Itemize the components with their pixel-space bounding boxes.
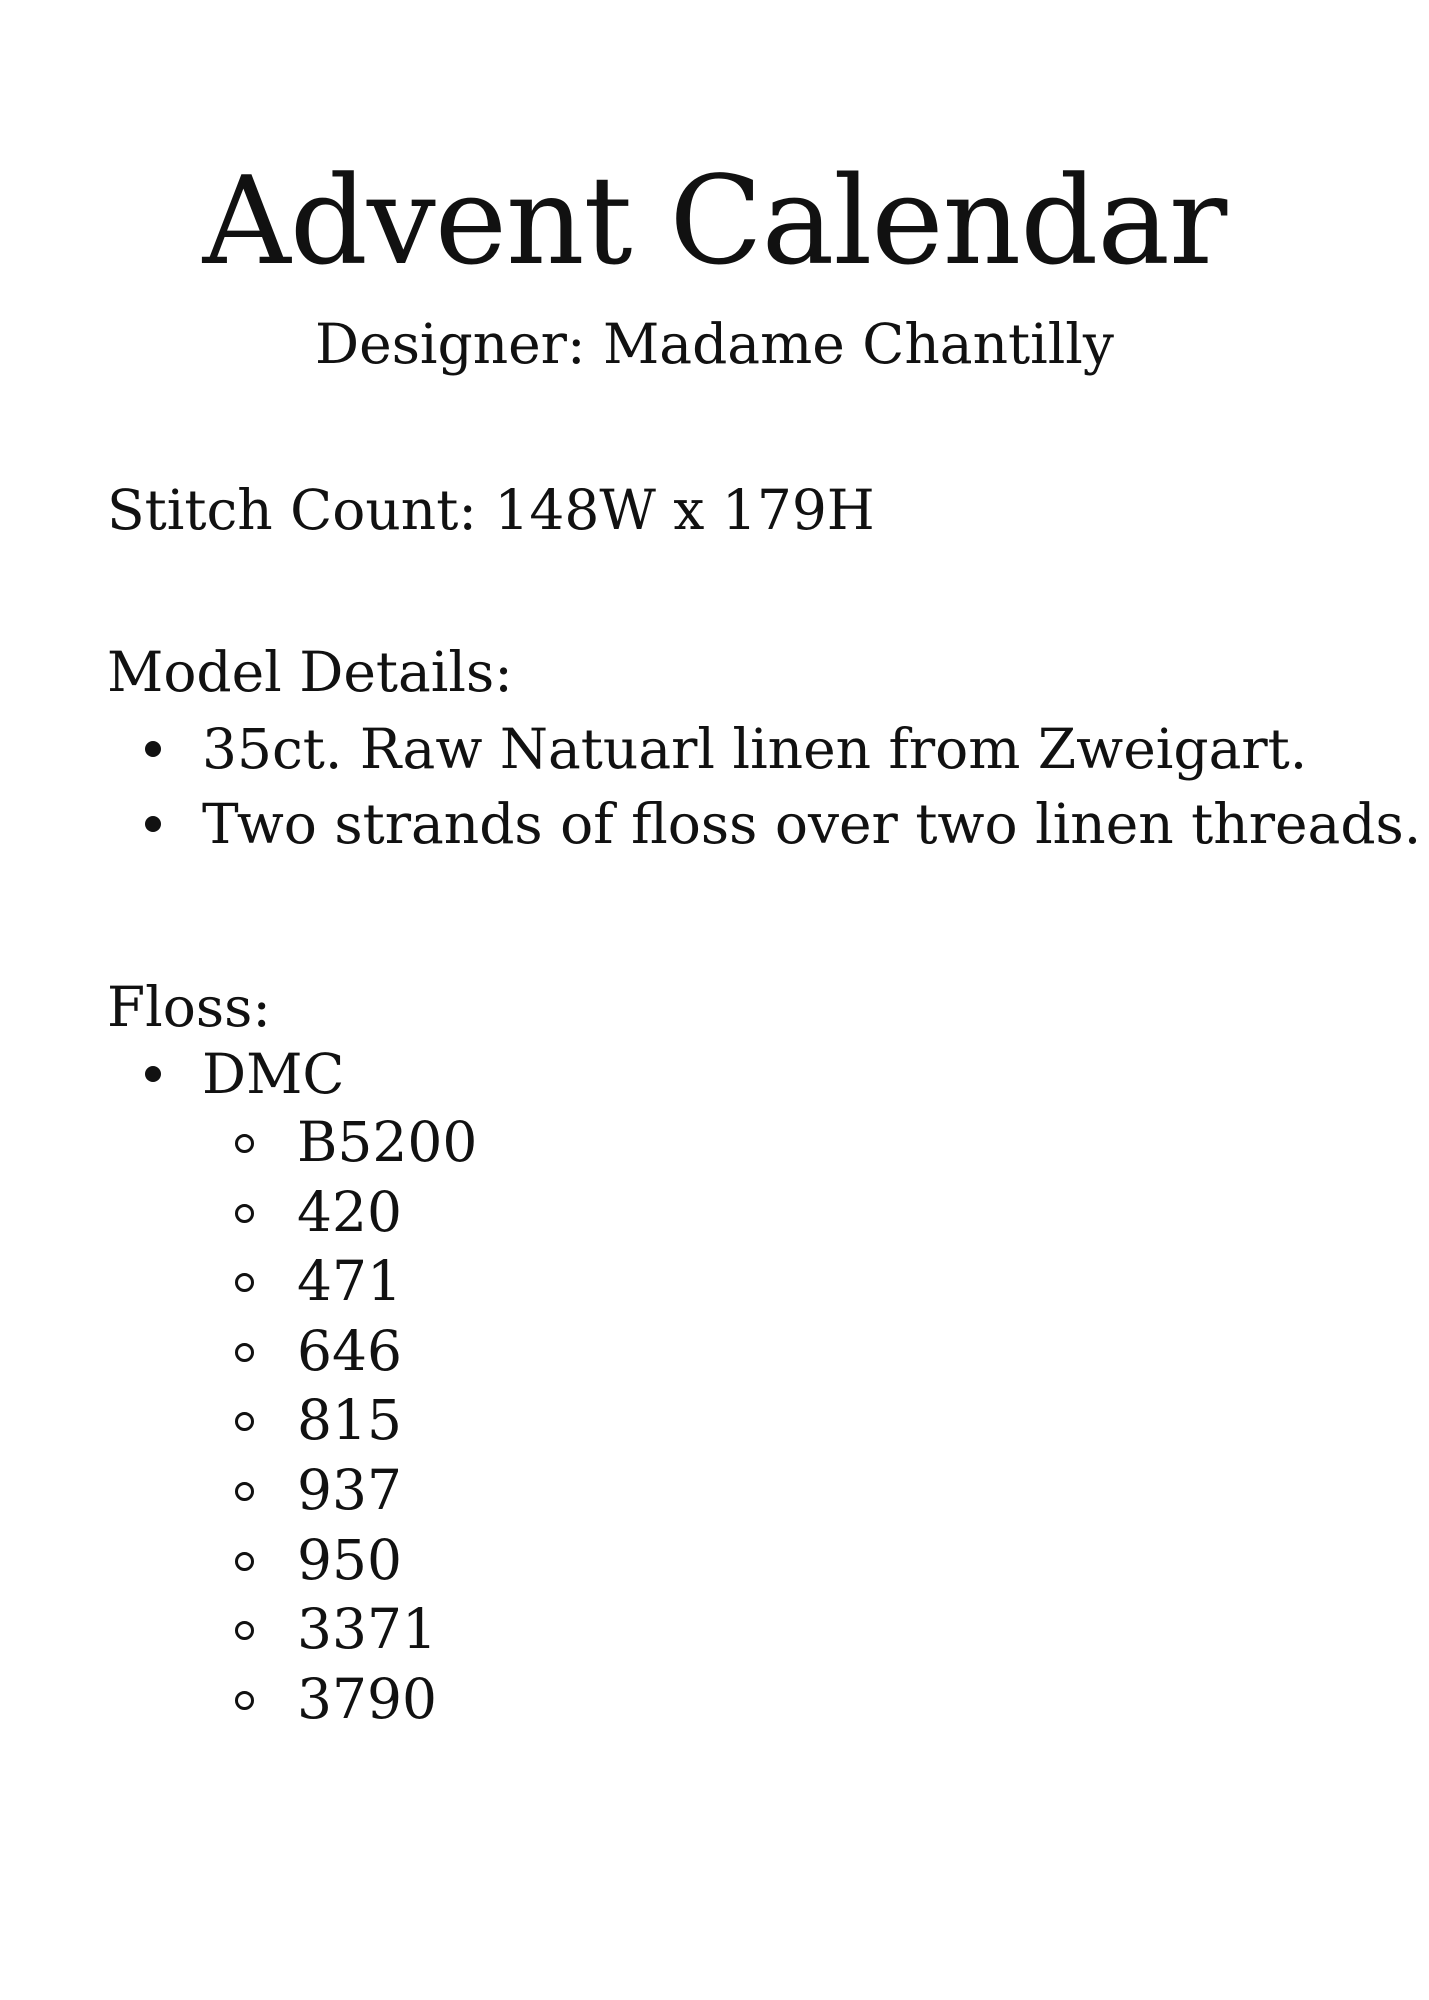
floss-color-list xyxy=(0,1108,477,1734)
floss-color-code: 646 xyxy=(297,1318,402,1383)
floss-brand-list xyxy=(0,1037,345,1112)
floss-color-code: 950 xyxy=(297,1527,402,1592)
model-details-heading: Model Details: xyxy=(107,640,513,704)
document-title: Advent Calendar xyxy=(202,150,1227,292)
circle-bullet-icon xyxy=(235,1552,254,1571)
floss-color-code: 815 xyxy=(297,1388,402,1453)
floss-color-item xyxy=(0,1595,477,1665)
floss-color-item xyxy=(0,1456,477,1526)
floss-color-item xyxy=(0,1178,477,1248)
circle-bullet-icon xyxy=(235,1621,254,1640)
floss-color-item xyxy=(0,1665,477,1735)
floss-color-code: 937 xyxy=(297,1457,402,1522)
floss-color-code: 420 xyxy=(297,1179,402,1244)
floss-color-item xyxy=(0,1386,477,1456)
floss-heading: Floss: xyxy=(107,975,271,1039)
bullet-icon xyxy=(145,1066,161,1082)
circle-bullet-icon xyxy=(235,1691,254,1710)
list-item xyxy=(0,712,1421,787)
circle-bullet-icon xyxy=(235,1204,254,1223)
bullet-icon xyxy=(145,741,161,757)
circle-bullet-icon xyxy=(235,1343,254,1362)
floss-color-code: 3371 xyxy=(297,1597,437,1662)
designer-credit: Designer: Madame Chantilly xyxy=(315,312,1114,376)
floss-color-code: B5200 xyxy=(297,1110,478,1174)
floss-color-item xyxy=(0,1247,477,1317)
floss-color-item xyxy=(0,1108,477,1178)
list-item xyxy=(0,787,1421,862)
stitch-count: Stitch Count: 148W x 179H xyxy=(107,478,875,542)
floss-color-code: 471 xyxy=(297,1249,402,1314)
circle-bullet-icon xyxy=(235,1412,254,1431)
floss-color-code: 3790 xyxy=(297,1666,437,1731)
floss-color-item xyxy=(0,1526,477,1596)
floss-color-item xyxy=(0,1317,477,1387)
model-details-list xyxy=(0,712,1421,862)
list-item xyxy=(0,1037,345,1112)
circle-bullet-icon xyxy=(235,1134,254,1153)
bullet-icon xyxy=(145,816,161,832)
circle-bullet-icon xyxy=(235,1273,254,1292)
floss-brand: DMC xyxy=(202,1042,345,1106)
list-item-text: 35ct. Raw Natuarl linen from Zweigart. xyxy=(202,717,1308,781)
circle-bullet-icon xyxy=(235,1482,254,1501)
list-item-text: Two strands of floss over two linen threads. xyxy=(202,792,1422,856)
